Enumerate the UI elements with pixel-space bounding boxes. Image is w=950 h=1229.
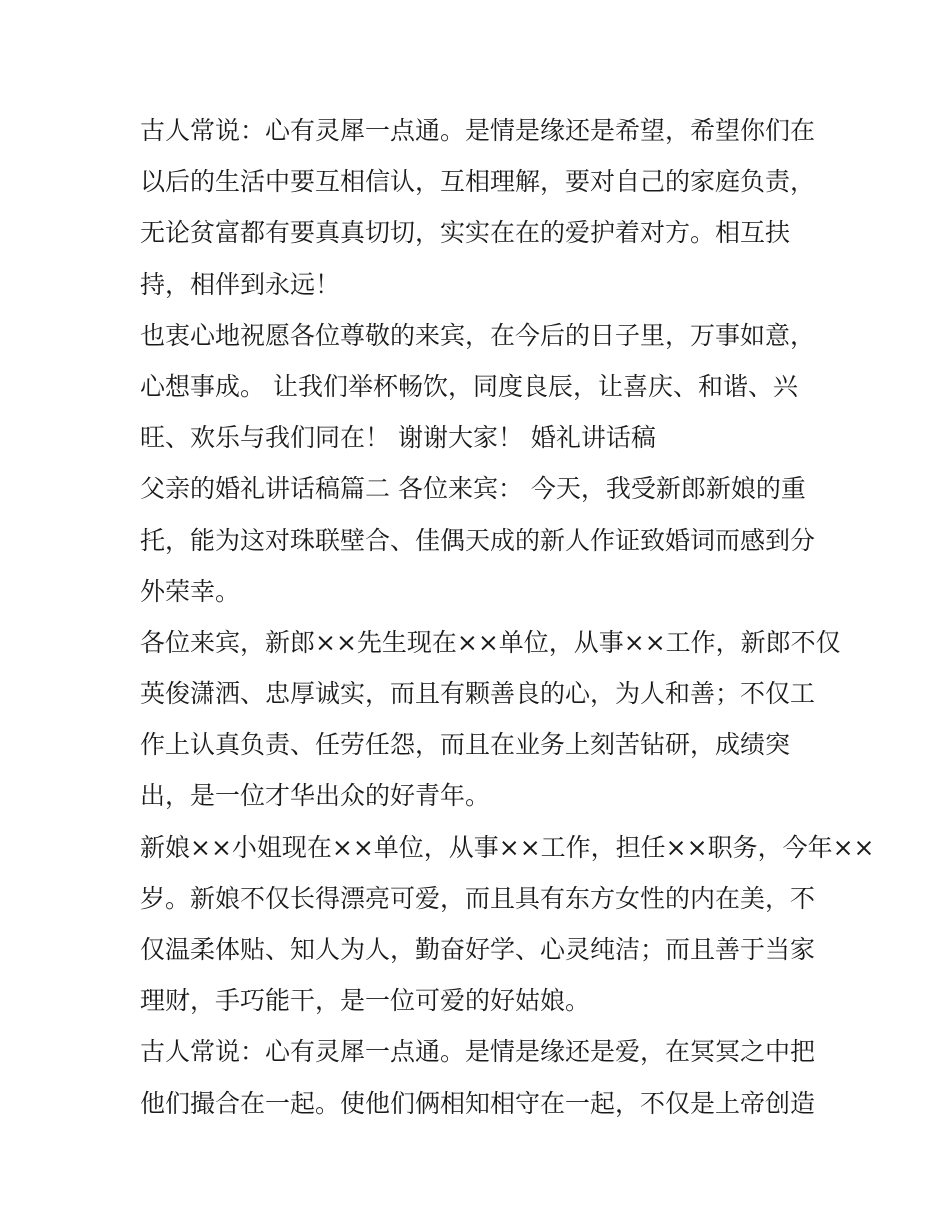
text-line: 古人常说：心有灵犀一点通。是情是缘还是爱，在冥冥之中把 (140, 1037, 816, 1067)
text-line: 托，能为这对珠联壁合、佳偶天成的新人作证致婚词而感到分 (140, 525, 816, 555)
text-line: 英俊潇洒、忠厚诚实，而且有颗善良的心，为人和善；不仅工 (140, 679, 816, 709)
text-line: 也衷心地祝愿各位尊敬的来宾，在今后的日子里，万事如意， (140, 320, 816, 350)
text-line: 作上认真负责、任劳任怨，而且在业务上刻苦钻研，成绩突 (140, 730, 791, 760)
text-line: 外荣幸。 (140, 576, 241, 606)
text-line: 新娘××小姐现在××单位，从事××工作，担任××职务，今年×× (140, 832, 875, 862)
text-line: 持，相伴到永远！ (140, 269, 341, 299)
text-line: 出，是一位才华出众的好青年。 (140, 781, 491, 811)
text-line: 旺、欢乐与我们同在！ 谢谢大家！ 婚礼讲话稿 (140, 423, 656, 453)
text-line: 各位来宾，新郎××先生现在××单位，从事××工作，新郎不仅 (140, 627, 841, 657)
document-body (140, 105, 875, 1129)
text-line: 心想事成。 让我们举杯畅饮，同度良辰，让喜庆、和谐、兴 (140, 371, 798, 401)
text-line: 无论贫富都有要真真切切，实实在在的爱护着对方。相互扶 (140, 218, 791, 248)
text-line: 古人常说：心有灵犀一点通。是情是缘还是希望，希望你们在 (140, 116, 816, 145)
text-line: 父亲的婚礼讲话稿篇二 各位来宾： 今天，我受新郎新娘的重 (140, 474, 806, 504)
text-line: 理财，手巧能干，是一位可爱的好姑娘。 (140, 986, 591, 1016)
text-line: 岁。新娘不仅长得漂亮可爱，而且具有东方女性的内在美，不 (140, 883, 816, 913)
text-line: 他们撮合在一起。使他们俩相知相守在一起，不仅是上帝创造 (140, 1088, 816, 1118)
text-line: 以后的生活中要互相信认，互相理解，要对自己的家庭负责， (140, 167, 816, 197)
text-line: 仅温柔体贴、知人为人，勤奋好学、心灵纯洁；而且善于当家 (140, 935, 816, 964)
